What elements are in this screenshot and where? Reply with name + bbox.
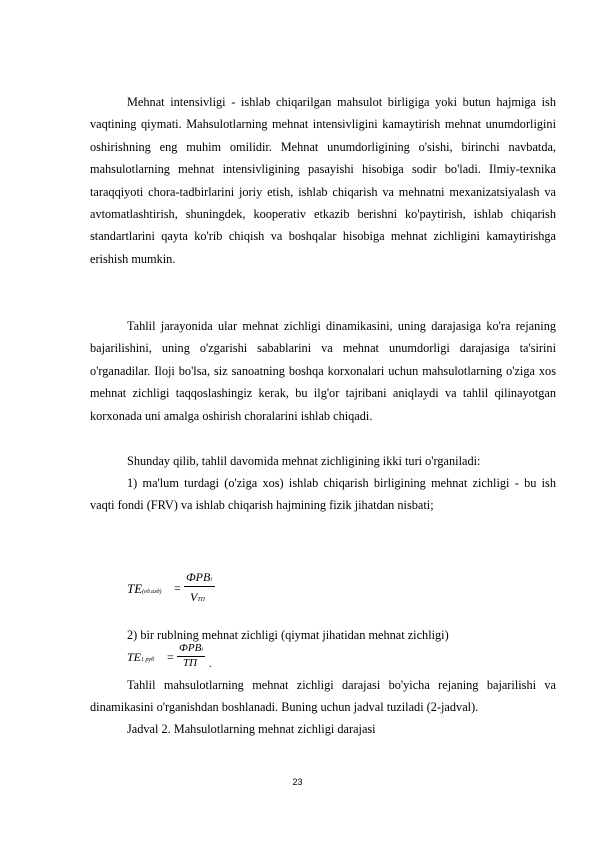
page-number: 23 bbox=[292, 777, 303, 787]
paragraph-type-one: 1) ma'lum turdagi (o'ziga xos) ishlab chiqarish birligining mehnat zichligi - bu ish vaqti fondi (FRV) va ishlab chiqarish hajmining fizik jihatdan nisbati; bbox=[90, 476, 556, 513]
paragraph-analysis-start: Tahlil mahsulotlarning mehnat zichligi darajasi bo'yicha rejaning bajarilishi va dinamikasini o'rganishdan boshlanadi. Buning uchun jadval tuziladi (2-jadval). bbox=[90, 678, 556, 715]
paragraph-analysis-process: Tahlil jarayonida ular mehnat zichligi dinamikasini, uning darajasiga ko'ra rejaning bajarilishini, uning o'zgarishi sabablarini va mehnat unumdorligi darajasiga ta'sirini o'rganadilar. Iloji bo'lsa, siz sanoatning boshqa korxonalari uchun mahsulotlarning o'ziga xos mehnat zichligi taqqoslashingiz kerak, bu ilg'or tajribani aniqlaydi va tahlil qilinayotgan korxonada uni amalga oshirish choralarini ishlab chiqadi. bbox=[90, 319, 556, 423]
fraction-bar bbox=[184, 586, 215, 587]
table-caption: Jadval 2. Mahsulotlarning mehnat zichligi darajasi bbox=[127, 722, 376, 736]
formula-unit-labor-intensity: TE(ед.изд) = ФРВi VТП bbox=[127, 570, 247, 610]
paragraph-labor-intensity-definition: Mehnat intensivligi - ishlab chiqarilgan mahsulot birligiga yoki butun hajmiga ish vaqtining qiymati. Mahsulotlarning mehnat intensivligini kamaytirish mehnat unumdorligini oshirishning eng muhim omilidir. Mehnat unumdorligining o'sishi, birinchi navbatda, mahsulotlarning mehnat intensivligining pasayishi hisobiga sodir bo'ladi. Ilmiy-texnika taraqqiyoti chora-tadbirlarini joriy etish, ishlab chiqarish va mehnatni mexanizatsiyalash va avtomatlashtirish, shuningdek, kooperativ etkazib berishni ko'paytirish, ishlab chiqarish standartlarini qayta ko'rib chiqish va boshqalar hisobiga mehnat zichligini kamaytirishga erishish mumkin. bbox=[90, 95, 556, 266]
formula-ruble-labor-intensity: TE1 руб = ФРВi ТП . bbox=[127, 642, 212, 670]
paragraph-type-two: 2) bir rublning mehnat zichligi (qiymat jihatidan mehnat zichligi) bbox=[127, 628, 449, 642]
paragraph-two-types: Shunday qilib, tahlil davomida mehnat zichligining ikki turi o'rganiladi: bbox=[127, 454, 481, 468]
